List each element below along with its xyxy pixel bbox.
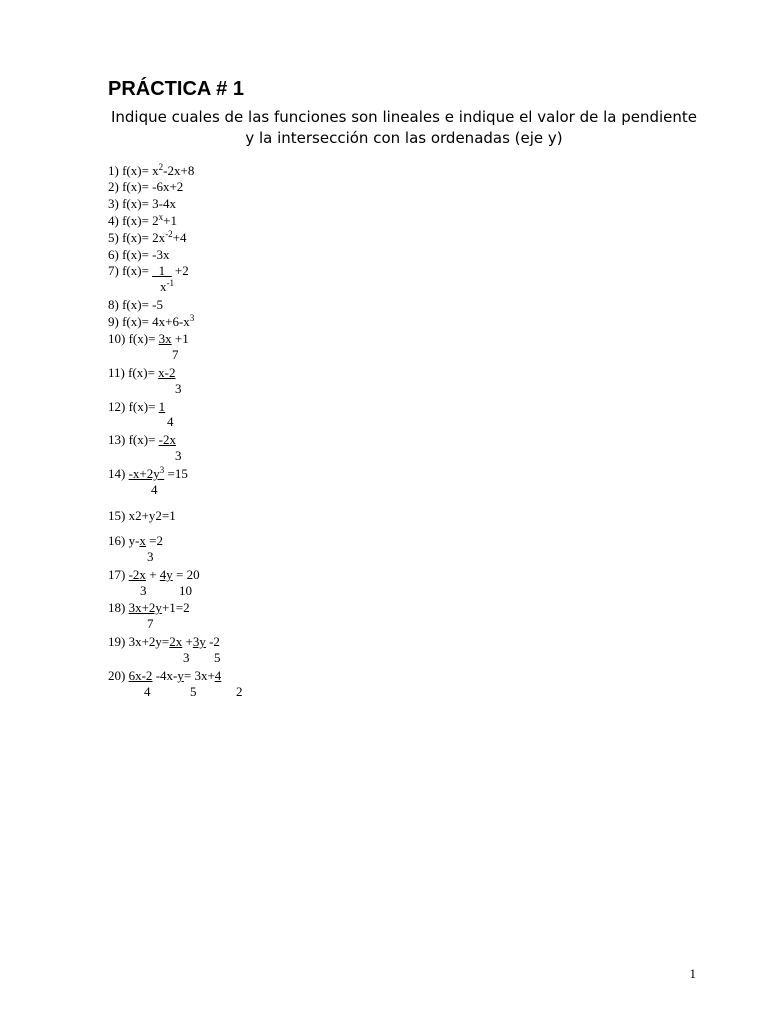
numerator: 6x-2 (128, 668, 153, 683)
numerator: -2x (158, 432, 176, 447)
numerator: -2x (128, 567, 146, 582)
exercise-1: 1) $f(x)= x^2-2x+8$ (108, 162, 195, 178)
exercise-17-denominator: 10 (179, 583, 192, 598)
exercise-6: 6) f(x)= -3x (108, 247, 170, 262)
numerator: _1_ (152, 263, 172, 278)
exercise-3: 3) f(x)= 3-4x (108, 196, 176, 211)
exercise-10-denominator: 7 (172, 347, 179, 362)
numerator: $-x+2y^3$ (128, 465, 165, 481)
exercise-19-denominator: 5 (214, 650, 221, 665)
exercise-20-denominator: 5 (190, 684, 197, 699)
exercise-13-denominator: 3 (175, 448, 182, 463)
exercise-12-denominator: 4 (167, 414, 174, 429)
exercise-20: 20) 6x-2 -4x-y= 3x+4 (108, 668, 222, 683)
numerator: 3x+2y (128, 600, 162, 615)
exercise-18-denominator: 7 (147, 616, 154, 631)
exercise-17-denominator: 3 (140, 583, 147, 598)
numerator: 4y (159, 567, 173, 582)
exercise-20-denominator: 4 (144, 684, 151, 699)
exercise-16: 16) y-x =2 (108, 533, 164, 548)
exercise-5: 5) $f(x)= 2x^{-2}+4$ (108, 229, 187, 245)
exercise-14: 14) $-x+2y^3 =15$ (108, 465, 188, 481)
page-number: 1 (689, 966, 696, 981)
exercise-7-denominator: $x^{-1}$ (160, 278, 174, 294)
instructions-text: Indique cuales de las funciones son lineales e indique el valor de la pendiente y la intersección con las ordenadas (eje y) (110, 108, 698, 147)
numerator: y (177, 668, 184, 683)
exercise-13: 13) f(x)= -2x (108, 432, 176, 447)
exercise-9: 9) $f(x)= 4x+6-x^3$ (108, 313, 195, 329)
exercise-8: 8) f(x)= -5 (108, 297, 163, 312)
numerator: 2x (169, 634, 183, 649)
exercise-11-denominator: 3 (175, 381, 182, 396)
exercise-14-denominator: 4 (151, 482, 158, 497)
exercise-18: 18) 3x+2y+1=2 (108, 600, 190, 615)
exercise-10: 10) f(x)= 3x +1 (108, 331, 189, 346)
exercise-7: 7) f(x)= _1_ +2 (108, 263, 189, 278)
exercise-15: 15) x2+y2=1 (108, 508, 176, 523)
exercise-20-denominator: 2 (236, 684, 243, 699)
page-title: PRÁCTICA # 1 (108, 78, 244, 100)
numerator: 3x (158, 331, 172, 346)
exercise-12: 12) f(x)= 1 (108, 399, 166, 414)
exercise-4: 4) $f(x)= 2^x+1$ (108, 212, 177, 228)
numerator: 1 (158, 399, 166, 414)
exercise-19: 19) 3x+2y=2x +3y -2 (108, 634, 220, 649)
exercise-2: 2) f(x)= -6x+2 (108, 179, 184, 194)
numerator: x (139, 533, 146, 548)
numerator: 4 (214, 668, 222, 683)
exercise-17: 17) -2x + 4y = 20 (108, 567, 200, 582)
exercise-16-denominator: 3 (147, 549, 154, 564)
exercise-19-denominator: 3 (183, 650, 190, 665)
numerator: 3y (192, 634, 206, 649)
exercise-11: 11) f(x)= x-2 (108, 365, 176, 380)
numerator: x-2 (158, 365, 176, 380)
